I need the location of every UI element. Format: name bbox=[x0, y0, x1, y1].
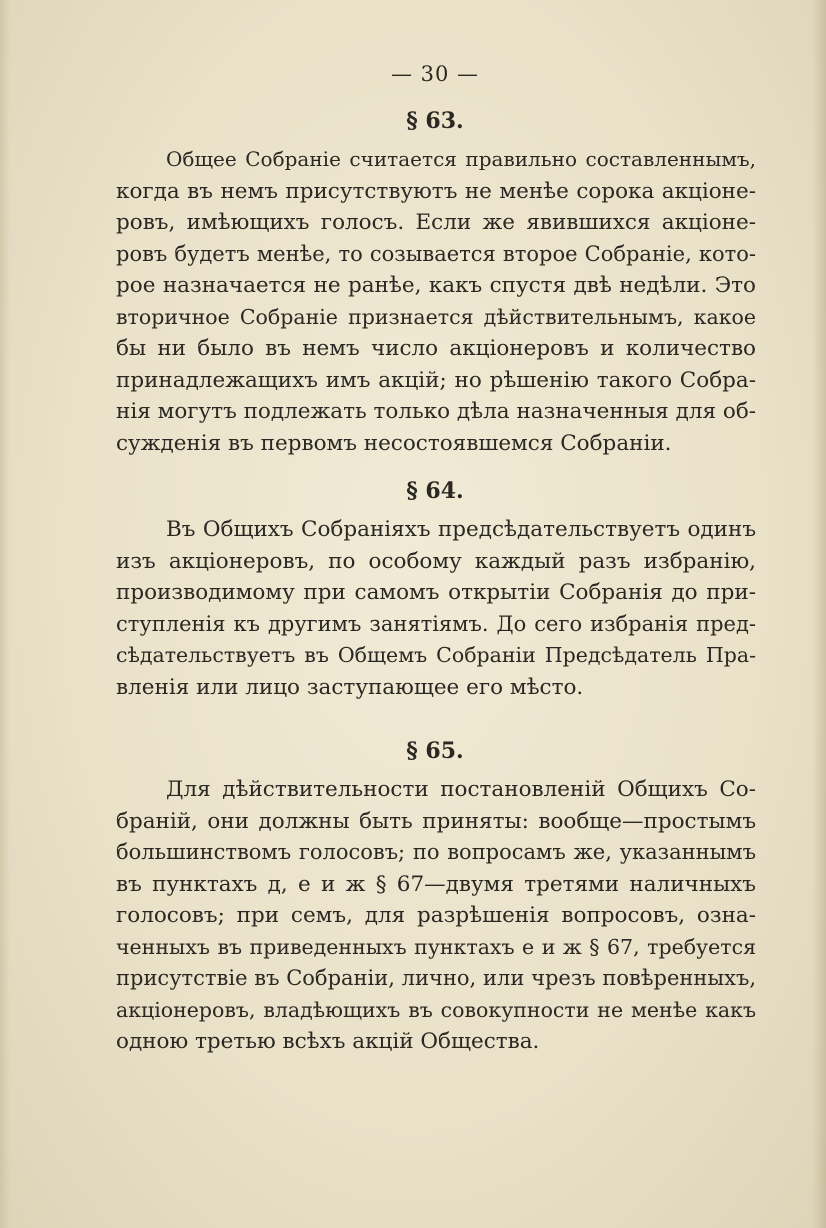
paragraph-line: браній, они должны быть приняты: вообще—простымъ bbox=[116, 808, 756, 834]
paragraph-line: когда въ немъ присутствуютъ не менѣе сорока акціоне- bbox=[116, 178, 756, 204]
paragraph-line: изъ акціонеровъ, по особому каждый разъ избранію, bbox=[116, 548, 756, 574]
paragraph-line: вторичное Собраніе признается дѣйствительнымъ, какое bbox=[116, 304, 756, 329]
paragraph-line: Для дѣйствительности постановленій Общихъ Со- bbox=[166, 777, 756, 802]
paragraph-line: одною третью всѣхъ акцій Общества. bbox=[116, 1029, 540, 1054]
paragraph-line: вленія или лицо заступающее его мѣсто. bbox=[116, 674, 584, 700]
paragraph-line: въ пунктахъ д, е и ж § 67—двумя третями наличныхъ bbox=[116, 871, 756, 897]
paragraph-line: Въ Общихъ Собраніяхъ предсѣдательствуетъ одинъ bbox=[166, 517, 756, 542]
section-paragraph-63 bbox=[116, 144, 756, 459]
paragraph-line: производимому при самомъ открытіи Собранія до при- bbox=[116, 580, 756, 605]
paragraph-line: присутствіе въ Собраніи, лично, или чрезъ повѣренныхъ, bbox=[116, 966, 756, 990]
paragraph-line: сѣдательствуетъ въ Общемъ Собраніи Предсѣдатель Пра- bbox=[116, 643, 756, 667]
section-paragraph-64 bbox=[116, 514, 756, 703]
paragraph-line: принадлежащихъ имъ акцій; но рѣшенію такого Собра- bbox=[116, 367, 756, 393]
paragraph-line: сужденія въ первомъ несостоявшемся Собраніи. bbox=[116, 430, 672, 456]
paragraph-line: ступленія къ другимъ занятіямъ. До сего избранія пред- bbox=[116, 611, 756, 636]
paragraph-line: ровъ будетъ менѣе, то созывается второе Собраніе, кото- bbox=[116, 241, 756, 266]
section-heading-64: § 64. bbox=[406, 478, 464, 504]
section-heading-65: § 65. bbox=[406, 738, 464, 764]
paragraph-line: бы ни было въ немъ число акціонеровъ и количество bbox=[116, 336, 756, 361]
paragraph-line: ровъ, имѣющихъ голосъ. Если же явившихся акціоне- bbox=[116, 210, 756, 235]
section-heading-63: § 63. bbox=[406, 108, 464, 134]
paragraph-line: большинствомъ голосовъ; по вопросамъ же, указаннымъ bbox=[116, 840, 756, 864]
page-edge-shadow-right bbox=[812, 0, 826, 1228]
page-number: — 30 — bbox=[390, 62, 480, 86]
paragraph-line: акціонеровъ, владѣющихъ въ совокупности не менѣе какъ bbox=[116, 997, 756, 1022]
section-paragraph-65 bbox=[116, 774, 756, 1058]
paragraph-line: голосовъ; при семъ, для разрѣшенія вопросовъ, озна- bbox=[116, 903, 756, 928]
paragraph-line: Общее Собраніе считается правильно составленнымъ, bbox=[166, 147, 756, 171]
paragraph-line: нія могутъ подлежать только дѣла назначенныя для об- bbox=[116, 399, 757, 424]
page-edge-shadow-left bbox=[0, 0, 10, 1228]
paragraph-line: ченныхъ въ приведенныхъ пунктахъ е и ж § 67, требуется bbox=[116, 934, 756, 959]
paragraph-line: рое назначается не ранѣе, какъ спустя двѣ недѣли. Это bbox=[116, 273, 756, 298]
